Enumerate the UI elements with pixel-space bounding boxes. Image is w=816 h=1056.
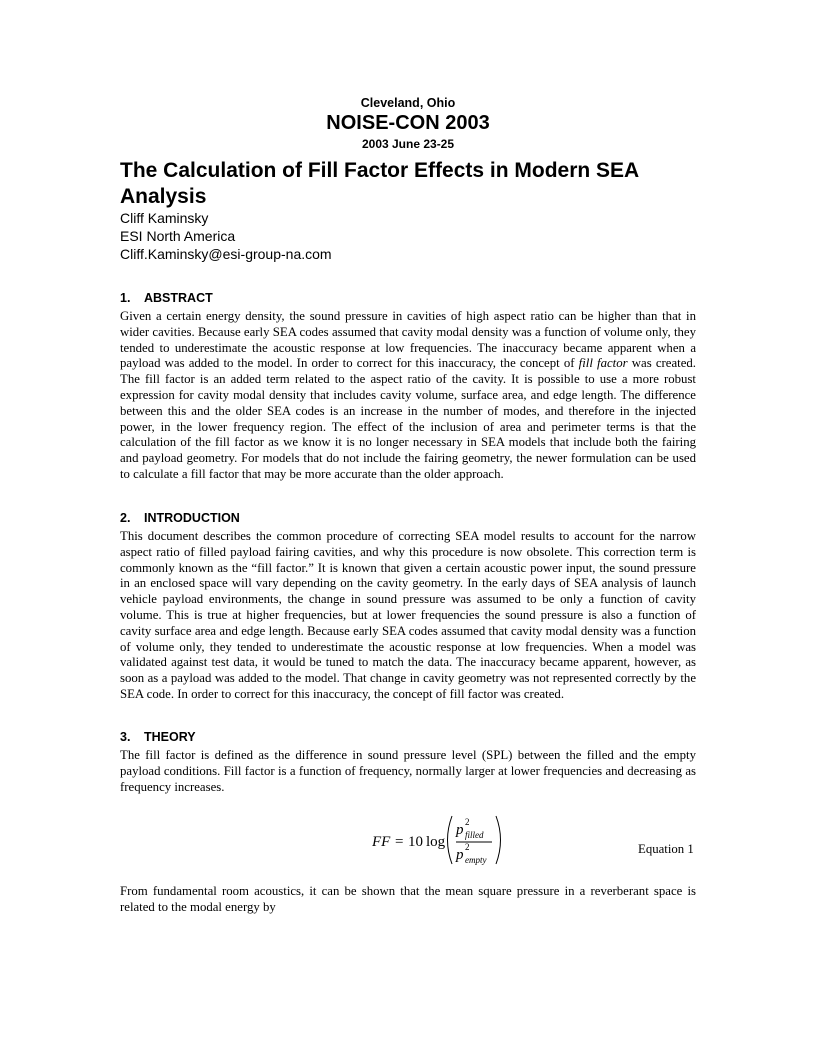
paper-title: The Calculation of Fill Factor Effects in Modern SEA Analysis	[120, 159, 639, 208]
conference-dates: 2003 June 23-25	[361, 137, 455, 151]
eq-numerator-p: p	[456, 822, 464, 838]
section-heading-introduction	[120, 511, 240, 525]
author-name: Cliff Kaminsky	[120, 210, 209, 226]
section-number: 2.	[120, 511, 131, 525]
section-title: ABSTRACT	[144, 291, 213, 305]
eq-denominator-exponent: 2	[465, 842, 470, 852]
section-heading-abstract	[120, 291, 213, 305]
author-email: Cliff.Kaminsky@esi-group-na.com	[120, 246, 332, 262]
theory-text-continued: From fundamental room acoustics, it can be shown that the mean square pressure in a reverberant space is related to the modal energy by	[120, 884, 696, 914]
introduction-text: This document describes the common procedure of correcting SEA model results to account for the narrow aspect ratio of filled payload fairing cavities, and why this procedure is now obsolete. This correction term is commonly known as the “fill factor.” It is known that given a certain acoustic power input, the sound pressure in an enclosed space will vary depending on the cavity geometry. In the early days of SEA analysis of launch vehicle payload environments, the change in sound pressure was assumed to be only a function of cavity volume. This is true at higher frequencies, but at lower frequencies the sound pressure is also a function of cavity surface area and edge length. Because early SEA codes assumed that cavity modal density was a function of volume only, they tended to underestimate the acoustic response at low frequencies. When a model was validated against test data, it would be tuned to match the data. The inaccuracy became apparent, however, as soon as a payload was added to the model. That change in cavity geometry was not represented correctly by the SEA code. In order to correct for this inaccuracy, the concept of fill factor was created.	[120, 529, 696, 701]
section-number: 1.	[120, 291, 131, 305]
abstract-text: Given a certain energy density, the sound pressure in cavities of high aspect ratio can be higher than that in wider cavities. Because early SEA codes assumed that cavity modal density was a function of volume only, they tended to underestimate the acoustic response at low frequencies. The inaccuracy became apparent when a payload was added to the model. In order to correct for this inaccuracy, the concept of fill factor was created. The fill factor is an added term related to the aspect ratio of the cavity. It is possible to use a more robust expression for cavity modal density that includes cavity volume, surface area, and edge length. The difference between this and the older SEA codes is an increase in the number of modes, and therefore in the injected power, in the lower frequency region. The effect of the inclusion of area and perimeter terms is that the calculation of the fill factor as we know it is no longer necessary in SEA models that include both the fairing and payload geometry. For models that do not include the fairing geometry, the newer formulation can be used to calculate a fill factor that may be more accurate than the older approach.	[120, 309, 696, 481]
section-heading-theory	[120, 730, 196, 744]
eq-numerator-exponent: 2	[465, 817, 470, 827]
eq-equals: =	[395, 834, 404, 850]
eq-right-paren	[496, 816, 501, 864]
equation-label: Equation 1	[638, 842, 694, 856]
section-title: INTRODUCTION	[144, 511, 240, 525]
theory-text: The fill factor is defined as the difference in sound pressure level (SPL) between the filled and the empty payload conditions. Fill factor is a function of frequency, normally larger at lower frequencies and decreasing as frequency increases.	[120, 748, 696, 794]
conference-name: NOISE-CON 2003	[326, 112, 490, 134]
author-affiliation: ESI North America	[120, 228, 236, 244]
section-title: THEORY	[144, 730, 196, 744]
eq-log: log	[426, 834, 446, 850]
fill-factor-emphasis: fill factor	[578, 356, 628, 371]
eq-denominator-p: p	[456, 847, 464, 863]
eq-numerator-subscript: filled	[465, 830, 484, 840]
conference-location: Cleveland, Ohio	[360, 96, 456, 110]
eq-left-paren	[448, 816, 453, 864]
fill-factor-equation	[372, 812, 512, 868]
eq-denominator-subscript: empty	[465, 855, 487, 865]
eq-lhs: FF	[372, 834, 391, 850]
eq-coefficient: 10	[408, 834, 423, 850]
section-number: 3.	[120, 730, 131, 744]
